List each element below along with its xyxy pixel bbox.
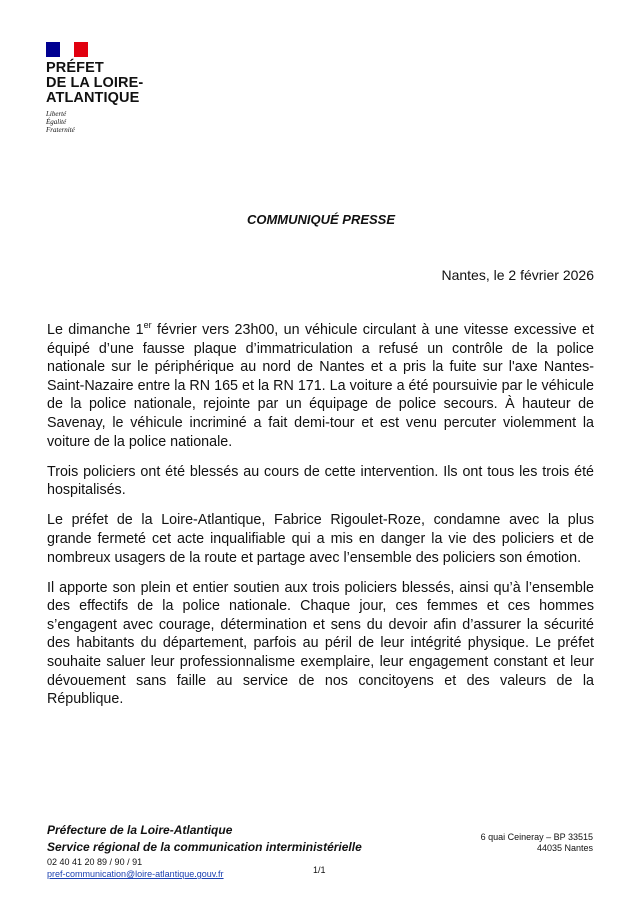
text: février vers 23h00, un véhicule circulant à une vitesse excessive et équipé d’une fausse plaque d’immatriculation a refusé un contrôle de la police nationale sur le périphérique au nord de Nantes et a pris la fuite sur l'axe Nantes-Saint-Nazaire entre la RN 165 et la RN 171. La voiture a été poursuivie par le véhicule de la police nationale, rejointe par un équipage de police secours. À hauteur de Savenay, le véhicule incriminé a fait demi-tour et est venu percuter violemment la voiture de la police nationale. xyxy=(47,322,594,450)
prefecture-logo xyxy=(46,42,143,134)
paragraph: Il apporte son plein et entier soutien aux trois policiers blessés, ainsi qu’à l’ensemble des effectifs de la police nationale. Chaque jour, ces femmes et ces hommes s’engagent avec courage, détermination et sens du devoir afin d’assurer la sécurité des habitants du département, parfois au péril de leur intégrité physique. Le préfet souhaite saluer leur professionnalisme exemplaire, leur engagement constant et leur dévouement sans faille au service de nos concitoyens et des valeurs de la République. xyxy=(47,579,594,708)
address-line: 44035 Nantes xyxy=(536,843,593,853)
footer-address xyxy=(481,832,593,854)
motto-line: Égalité xyxy=(46,118,67,126)
press-release-body xyxy=(47,321,594,720)
dateline: Nantes, le 2 février 2026 xyxy=(441,267,594,283)
prefecture-name-line: PRÉFET xyxy=(46,60,104,76)
marianne-flag-icon xyxy=(46,42,88,57)
superscript: er xyxy=(143,320,152,331)
motto-line: Liberté xyxy=(46,110,67,118)
paragraph: Le préfet de la Loire-Atlantique, Fabrice Rigoulet-Roze, condamne avec la plus grande fermeté cet acte inqualifiable qui a mis en danger la vie des policiers et de nombreux usagers de la route et partage avec l’ensemble des policiers son émotion. xyxy=(47,512,594,566)
document-title: COMMUNIQUÉ PRESSE xyxy=(246,212,396,227)
prefecture-name-line: DE LA LOIRE- xyxy=(46,75,144,91)
page-number: 1/1 xyxy=(313,865,326,875)
footer-phone: 02 40 41 20 89 / 90 / 91 xyxy=(47,857,143,867)
motto-line: Fraternité xyxy=(46,126,75,134)
footer-service: Service régional de la communication interministérielle xyxy=(47,840,362,854)
motto xyxy=(46,110,143,134)
address-line: 6 quai Ceineray – BP 33515 xyxy=(480,832,593,842)
text: Le dimanche 1 xyxy=(47,322,144,338)
paragraph xyxy=(47,321,594,451)
prefecture-name xyxy=(46,61,143,106)
paragraph: Trois policiers ont été blessés au cours de cette intervention. Ils ont tous les trois été hospitalisés. xyxy=(47,463,594,499)
footer-org: Préfecture de la Loire-Atlantique xyxy=(47,823,233,837)
footer-email-link[interactable]: pref-communication@loire-atlantique.gouv.fr xyxy=(47,869,224,879)
prefecture-name-line: ATLANTIQUE xyxy=(46,90,140,106)
